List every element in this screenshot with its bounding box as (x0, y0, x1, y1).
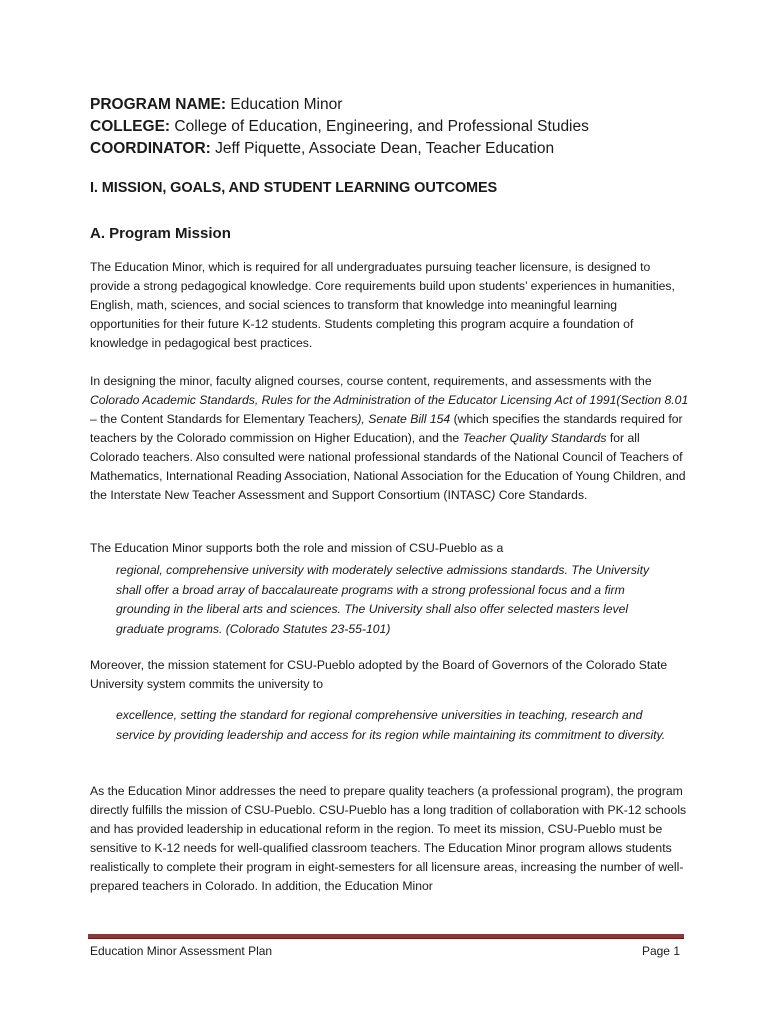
footer-divider (88, 934, 684, 939)
coordinator-value: Jeff Piquette, Associate Dean, Teacher Education (215, 140, 555, 157)
program-header (90, 94, 690, 160)
p2-italic-tqs: Teacher Quality Standards (462, 431, 607, 445)
p2-text-k: Core Standards. (495, 488, 588, 502)
p2-text-e: – the Content Standards for Elementary Teachers (90, 412, 358, 426)
college-value: College of Education, Engineering, and Professional Studies (174, 118, 589, 135)
university-role-quote: regional, comprehensive university with moderately selective admissions standards. The University shall offer a broad array of baccalaureate programs with a strong professional focus and a firm grounding in the liberal arts and sciences. The University shall also offer selected masters level graduate programs. (Colorado Statutes 23-55-101) (116, 563, 650, 636)
p2-text-g: (which specifies the standards required for teachers by the Colorado commission on Higher Education), and the (90, 412, 683, 445)
p2-italic-rules: Rules for the Administration of the Educator Licensing Act of 1991(Section 8.01 (261, 393, 689, 407)
p2-italic-paren: ) (491, 488, 496, 502)
program-name-value: Education Minor (230, 96, 343, 113)
p2-text-a: In designing the minor, faculty aligned courses, course content, requirements, and assessments with the (90, 374, 652, 388)
p2-italic-standards: Colorado Academic Standards (90, 393, 255, 407)
program-name-line (90, 94, 690, 116)
mission-paragraph-3: The Education Minor supports both the role and mission of CSU-Pueblo as a (90, 541, 504, 555)
section-heading: I. MISSION, GOALS, AND STUDENT LEARNING OUTCOMES (90, 180, 498, 196)
mission-paragraph-2 (90, 372, 690, 505)
p2-italic-bill: ), Senate Bill 154 (357, 412, 451, 426)
coordinator-label: COORDINATOR: (90, 140, 211, 157)
p2-sep: , (254, 393, 262, 407)
mission-paragraph-4: Moreover, the mission statement for CSU-Pueblo adopted by the Board of Governors of the Colorado State University system commits the university to (90, 658, 668, 691)
college-line (90, 116, 690, 138)
footer-title: Education Minor Assessment Plan (90, 944, 273, 958)
board-mission-quote: excellence, setting the standard for regional comprehensive universities in teaching, research and service by providing leadership and access for its region while maintaining its commitment to diversity. (116, 708, 666, 742)
coordinator-line (90, 138, 690, 160)
program-name-label: PROGRAM NAME: (90, 96, 227, 113)
mission-paragraph-1: The Education Minor, which is required for all undergraduates pursuing teacher licensure, is designed to provide a strong pedagogical knowledge. Core requirements build upon students’ experiences in humanities, English, math, sciences, and social sciences to transform that knowledge into meaningful learning opportunities for their future K-12 students. Students completing this program acquire a foundation of knowledge in pedagogical best practices. (90, 260, 675, 350)
mission-paragraph-5: As the Education Minor addresses the need to prepare quality teachers (a professional program), the program directly fulfills the mission of CSU-Pueblo. CSU-Pueblo has a long tradition of collaboration with PK-12 schools and has provided leadership in educational reform in the region. To meet its mission, CSU-Pueblo must be sensitive to K-12 needs for well-qualified classroom teachers. The Education Minor program allows students realistically to complete their program in eight-semesters for all licensure areas, increasing the number of well-prepared teachers in Colorado. In addition, the Education Minor (90, 784, 687, 893)
p2-text-i: for all Colorado teachers. Also consulted were national professional standards of the National Council of Teachers of Mathematics, International Reading Association, National Association for the Education of Young Children, and the Interstate New Teacher Assessment and Support Consortium (INTASC (90, 431, 686, 502)
page-number: Page 1 (641, 944, 680, 958)
subsection-heading: A. Program Mission (90, 225, 231, 242)
college-label: COLLEGE: (90, 118, 171, 135)
